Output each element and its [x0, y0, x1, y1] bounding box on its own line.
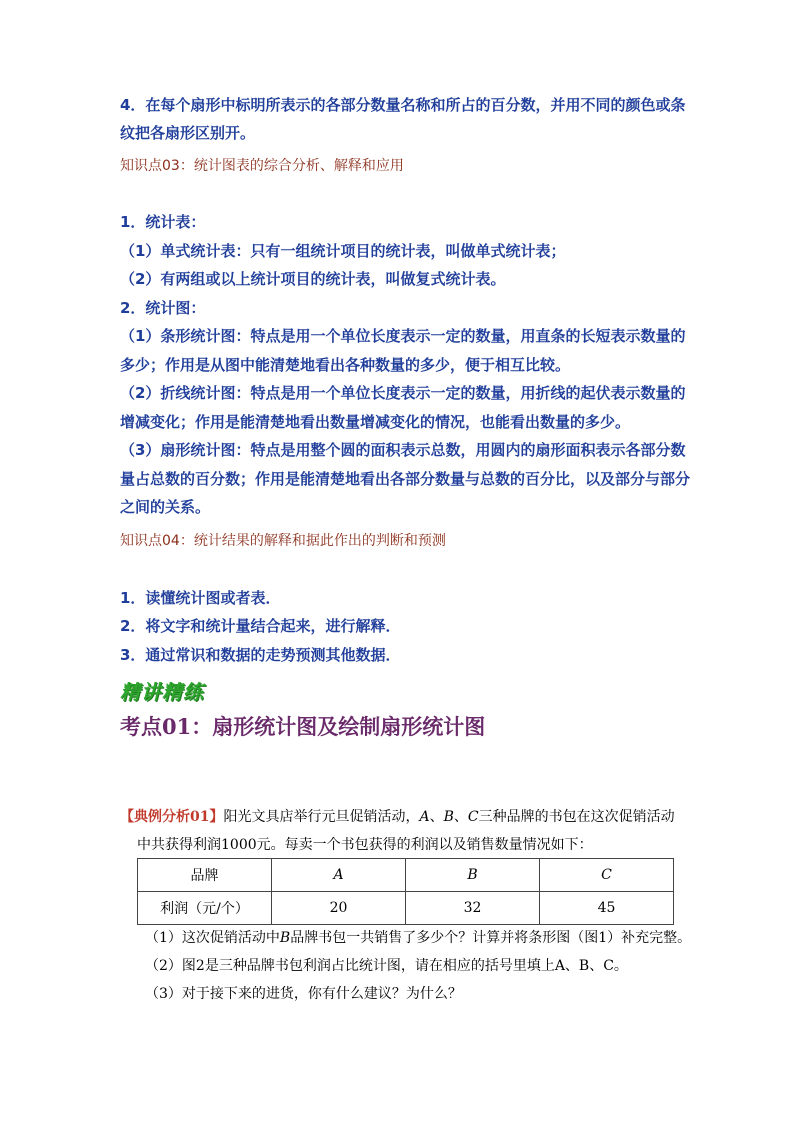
- knowledge-point-04-heading: 知识点04：统计结果的解释和据此作出的判断和预测: [120, 533, 446, 549]
- brand-b: B: [443, 809, 454, 825]
- line-chart-def-1: （2）折线统计图：特点是用一个单位长度表示一定的数量，用折线的起伏表示数量的: [120, 384, 686, 402]
- question-1-b: 品牌书包一共销售了多少个？计算并将条形图（图1）补充完整。: [290, 930, 692, 946]
- table-row: [138, 859, 674, 892]
- section-title: 考点01：扇形统计图及绘制扇形统计图: [120, 714, 486, 739]
- interpret-step-2: 2．将文字和统计量结合起来，进行解释．: [120, 617, 401, 635]
- pie-chart-def-1: （3）扇形统计图：特点是用整个圆的面积表示总数，用圆内的扇形面积表示各部分数: [120, 441, 686, 459]
- example-text-b: 三种品牌的书包在这次促销活动: [478, 809, 675, 825]
- table-header-cell: A: [272, 859, 406, 892]
- table-cell: 32: [406, 892, 540, 925]
- example-text-a: 阳光文具店举行元旦促销活动，: [223, 809, 420, 825]
- table-row: [138, 892, 674, 925]
- separator-1: 、: [429, 809, 444, 825]
- line-chart-def-2: 增减变化；作用是能清楚地看出数量增减变化的情况，也能看出数量的多少。: [120, 413, 631, 431]
- knowledge-point-03-heading: 知识点03：统计图表的综合分析、解释和应用: [120, 158, 404, 174]
- pie-chart-def-2: 量占总数的百分数；作用是能清楚地看出各部分数量与总数的百分比，以及部分与部分: [120, 470, 691, 488]
- question-1-a: （1）这次促销活动中: [145, 930, 280, 946]
- brand-a: A: [419, 809, 430, 825]
- example-intro: [120, 806, 675, 828]
- point-4-text: 4．在每个扇形中标明所表示的各部分数量名称和所占的百分数，并用不同的颜色或条: [120, 96, 686, 114]
- example-tag: 【典例分析01】: [120, 809, 224, 825]
- pie-chart-def-3: 之间的关系。: [120, 498, 211, 516]
- separator-2: 、: [453, 809, 468, 825]
- compound-table-def: （2）有两组或以上统计项目的统计表，叫做复式统计表。: [120, 270, 506, 288]
- question-1: [145, 927, 691, 949]
- table-cell: 20: [272, 892, 406, 925]
- brand-c: C: [467, 809, 479, 825]
- table-header-cell: C: [540, 859, 674, 892]
- stat-chart-heading: 2．统计图：: [120, 299, 206, 317]
- table-cell: 利润（元/个）: [138, 892, 272, 925]
- question-1-brand: B: [279, 930, 291, 946]
- question-3: （3）对于接下来的进货，你有什么建议？为什么？: [145, 986, 462, 1002]
- bar-chart-def-1: （1）条形统计图：特点是用一个单位长度表示一定的数量，用直条的长短表示数量的: [120, 327, 686, 345]
- practice-banner: 精讲精练: [120, 680, 204, 704]
- example-line-2: 中共获得利润1000元。每卖一个书包获得的利润以及销售数量情况如下：: [137, 837, 593, 853]
- table-cell: 45: [540, 892, 674, 925]
- point-4-text-cont: 纹把各扇形区别开。: [120, 124, 256, 142]
- single-table-def: （1）单式统计表：只有一组统计项目的统计表，叫做单式统计表；: [120, 242, 566, 260]
- question-2: （2）图2是三种品牌书包利润占比统计图，请在相应的括号里填上A、B、C。: [145, 958, 628, 974]
- bar-chart-def-2: 多少；作用是从图中能清楚地看出各种数量的多少，便于相互比较。: [120, 356, 571, 374]
- table-header-cell: 品牌: [138, 859, 272, 892]
- profit-table: [137, 858, 674, 925]
- interpret-step-3: 3．通过常识和数据的走势预测其他数据．: [120, 646, 401, 664]
- table-header-cell: B: [406, 859, 540, 892]
- interpret-step-1: 1．读懂统计图或者表．: [120, 589, 281, 607]
- stat-table-heading: 1．统计表：: [120, 213, 206, 231]
